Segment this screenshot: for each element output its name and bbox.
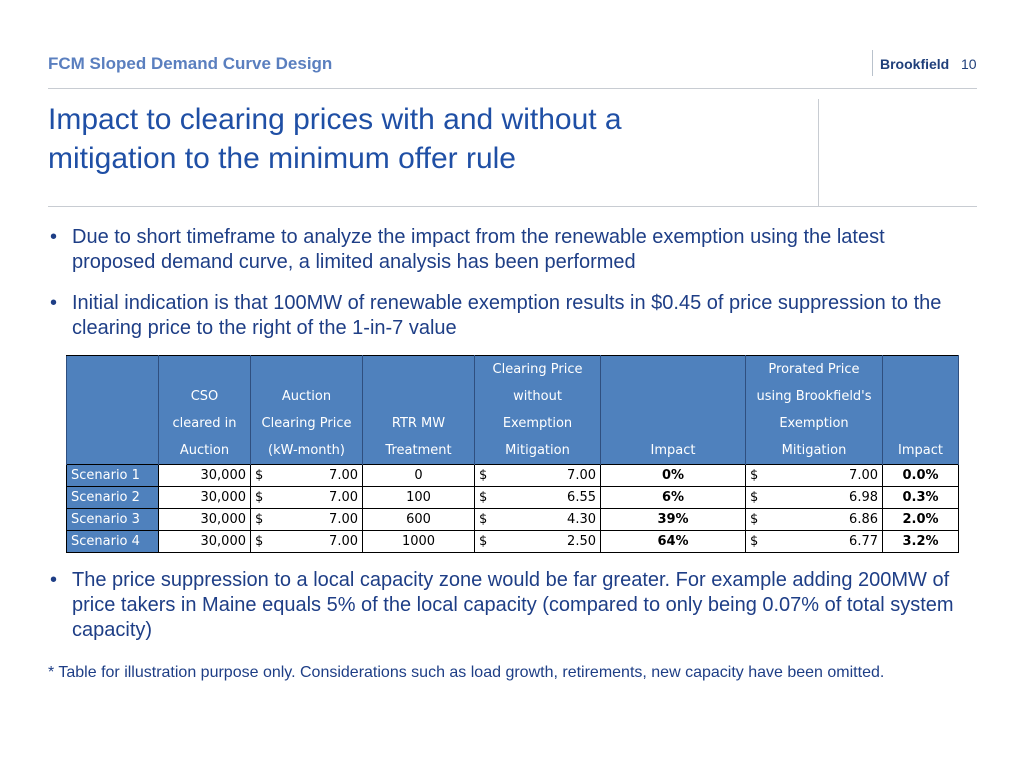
auction-price-cell [251,531,363,553]
prorated-price-cell [746,531,883,553]
price-without-cell [475,531,601,553]
prorated-price-value: 6.98 [849,490,878,505]
auction-price-cell [251,487,363,509]
table-header-cell [601,356,746,384]
auction-price-value: 7.00 [329,534,358,549]
scenario-label: Scenario 3 [67,509,159,531]
impact-mitigated-cell: 0.0% [883,465,959,487]
bullet-item [48,225,968,275]
table-header-cell [363,383,475,410]
brand-separator [872,50,873,76]
table-header-cell [883,356,959,384]
page-number: 10 [961,56,977,72]
cso-cell: 30,000 [159,487,251,509]
brand-logo: Brookfield [880,56,950,72]
cso-cell: 30,000 [159,531,251,553]
table-header-cell: Exemption [475,410,601,437]
table-header-cell: without [475,383,601,410]
title-divider [48,206,977,207]
bullet-marker: • [50,569,58,591]
impact-cell: 6% [601,487,746,509]
bullet-item [48,568,968,643]
impact-cell: 0% [601,465,746,487]
price-without-value: 7.00 [567,468,596,483]
bullet-marker: • [50,292,58,314]
slide-title [48,100,788,178]
scenario-label: Scenario 1 [67,465,159,487]
price-without-cell [475,487,601,509]
table-header-cell: Exemption [746,410,883,437]
bullet-text: The price suppression to a local capacity zone would be far greater. For example adding 200MW of price takers in Maine equals 5% of the local capacity (compared to only being 0.07% of total system capacity) [72,569,954,641]
table-header-cell [67,356,159,384]
table-header-row [67,410,959,437]
table-header-cell [883,410,959,437]
table-row [67,531,959,553]
table-header-cell: Clearing Price [475,356,601,384]
table-header-cell [67,410,159,437]
prorated-price-cell [746,465,883,487]
impact-cell: 64% [601,531,746,553]
table-header-cell [601,410,746,437]
auction-price-value: 7.00 [329,490,358,505]
table-header-cell [159,356,251,384]
slide-title-line-1: Impact to clearing prices with and without a [48,103,622,136]
table-header-cell: Auction [251,383,363,410]
table-header-cell [883,383,959,410]
impact-mitigated-cell: 3.2% [883,531,959,553]
currency-symbol: $ [479,468,488,483]
price-without-value: 2.50 [567,534,596,549]
scenario-label: Scenario 4 [67,531,159,553]
table-header-row [67,437,959,465]
table-header-cell: Treatment [363,437,475,465]
currency-symbol: $ [255,468,264,483]
auction-price-value: 7.00 [329,512,358,527]
table-header-cell [67,383,159,410]
prorated-price-value: 6.77 [849,534,878,549]
cso-cell: 30,000 [159,509,251,531]
table-header-cell: cleared in [159,410,251,437]
prorated-price-cell [746,487,883,509]
table-header-cell: using Brookfield's [746,383,883,410]
header-title: FCM Sloped Demand Curve Design [48,54,333,73]
price-without-value: 4.30 [567,512,596,527]
auction-price-cell [251,465,363,487]
auction-price-value: 7.00 [329,468,358,483]
currency-symbol: $ [750,490,759,505]
impact-mitigated-cell: 0.3% [883,487,959,509]
footnote: * Table for illustration purpose only. Considerations such as load growth, retirements, new capacity have been omitted. [48,664,885,681]
table-header-cell [67,437,159,465]
scenario-table [66,355,959,553]
table-row [67,487,959,509]
table-header-cell: (kW-month) [251,437,363,465]
auction-price-cell [251,509,363,531]
table-header-cell: CSO [159,383,251,410]
table-header-cell [601,383,746,410]
bullet-item [48,291,968,341]
currency-symbol: $ [479,490,488,505]
table-header-cell: Mitigation [746,437,883,465]
rtr-mw-cell: 600 [363,509,475,531]
rtr-mw-cell: 0 [363,465,475,487]
price-without-cell [475,509,601,531]
bullet-text: Initial indication is that 100MW of renewable exemption results in $0.45 of price suppression to the clearing price to the right of the 1-in-7 value [72,292,942,339]
currency-symbol: $ [255,490,264,505]
table-header-cell: RTR MW [363,410,475,437]
slide-title-line-2: mitigation to the minimum offer rule [48,142,516,175]
impact-cell: 39% [601,509,746,531]
header-divider [48,88,977,89]
table-row [67,509,959,531]
currency-symbol: $ [255,534,264,549]
table-header-cell: Mitigation [475,437,601,465]
rtr-mw-cell: 1000 [363,531,475,553]
rtr-mw-cell: 100 [363,487,475,509]
impact-mitigated-cell: 2.0% [883,509,959,531]
bullet-text: Due to short timeframe to analyze the impact from the renewable exemption using the latest proposed demand curve, a limited analysis has been performed [72,226,885,273]
table-row [67,465,959,487]
currency-symbol: $ [750,468,759,483]
bullet-marker: • [50,226,58,248]
price-without-cell [475,465,601,487]
currency-symbol: $ [750,512,759,527]
table-header-cell: Clearing Price [251,410,363,437]
table-header-cell [363,356,475,384]
currency-symbol: $ [750,534,759,549]
table-header-cell: Impact [883,437,959,465]
table-header-cell [251,356,363,384]
table-header-row [67,383,959,410]
title-vertical-divider [818,99,819,206]
cso-cell: 30,000 [159,465,251,487]
price-without-value: 6.55 [567,490,596,505]
currency-symbol: $ [479,534,488,549]
prorated-price-value: 7.00 [849,468,878,483]
table-header-cell: Impact [601,437,746,465]
scenario-label: Scenario 2 [67,487,159,509]
currency-symbol: $ [479,512,488,527]
table-header-row [67,356,959,384]
currency-symbol: $ [255,512,264,527]
table-header-cell: Prorated Price [746,356,883,384]
table-header-cell: Auction [159,437,251,465]
prorated-price-value: 6.86 [849,512,878,527]
prorated-price-cell [746,509,883,531]
